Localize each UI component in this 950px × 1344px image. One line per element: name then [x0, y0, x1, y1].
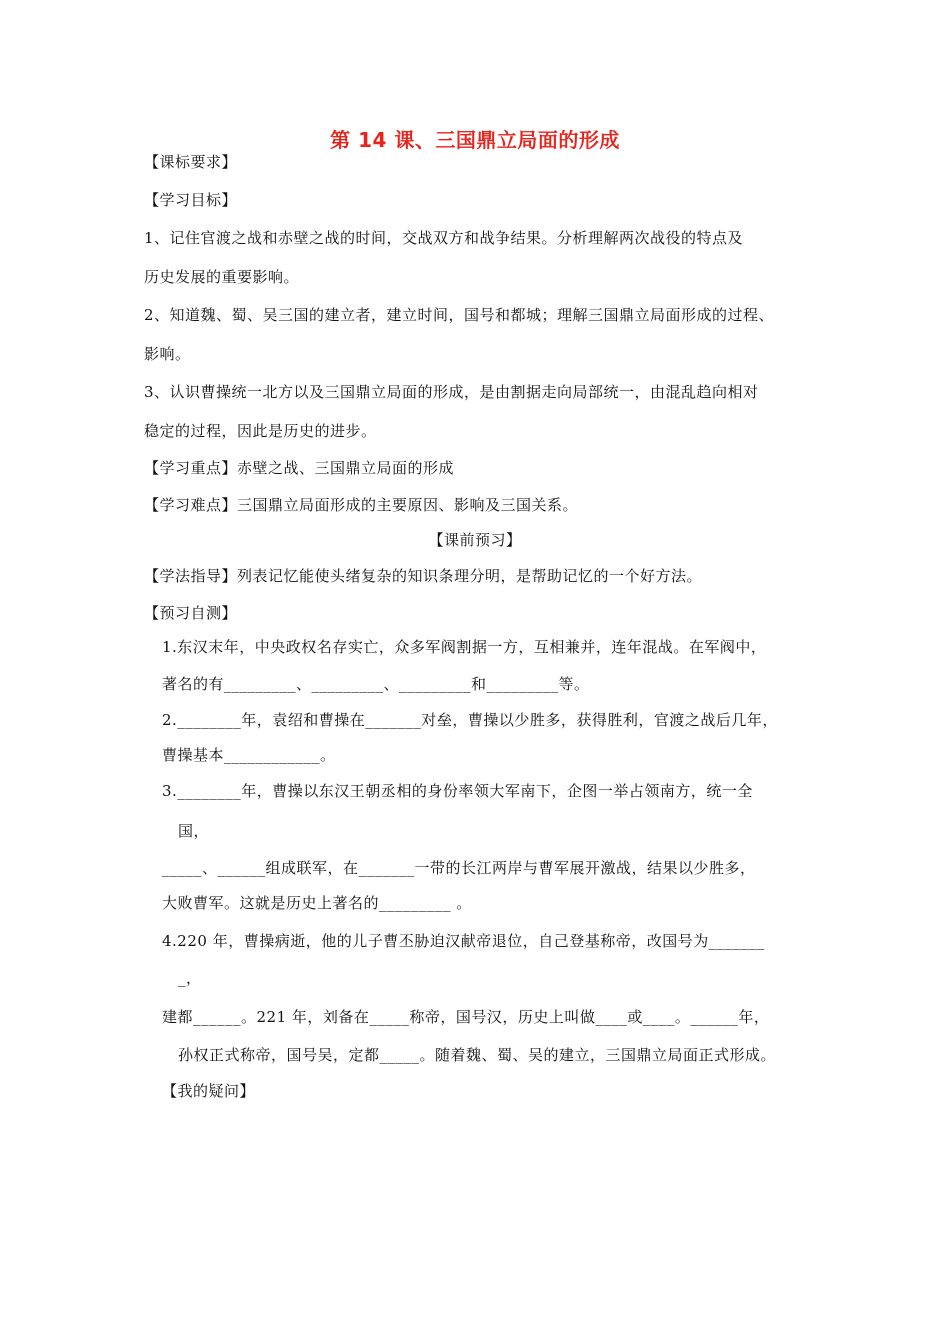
objective-2-line-2: 影响。	[144, 345, 191, 363]
heading-preview: 【课前预习】	[428, 531, 522, 549]
study-guidance: 【学法指导】列表记忆能使头绪复杂的知识条理分明，是帮助记忆的一个好方法。	[144, 567, 703, 585]
key-points: 【学习重点】赤壁之战、三国鼎立局面的形成	[144, 459, 455, 477]
question-3-line-2: 国，	[178, 822, 210, 840]
heading-self-test: 【预习自测】	[144, 604, 238, 622]
objective-1-line-2: 历史发展的重要影响。	[144, 268, 300, 286]
question-2-line-2: 曹操基本____________。	[162, 746, 336, 764]
question-1-line-2: 著名的有_________、_________、_________和_________等。	[162, 675, 590, 693]
question-4-line-3: 建都______。221 年，刘备在_____称帝，国号汉，历史上叫做____或____。______年，	[162, 1008, 770, 1026]
heading-curriculum-requirements: 【课标要求】	[144, 153, 238, 171]
heading-my-questions: 【我的疑问】	[162, 1082, 256, 1100]
question-2-line-1: 2.________年，袁绍和曹操在_______对垒，曹操以少胜多，获得胜利，官渡之战后几年，	[162, 711, 778, 729]
question-4-line-2: _，	[178, 969, 202, 987]
difficult-points: 【学习难点】三国鼎立局面形成的主要原因、影响及三国关系。	[144, 496, 579, 514]
question-1-line-1: 1.东汉末年，中央政权名存实亡，众多军阀割据一方，互相兼并，连年混战。在军阀中，	[162, 638, 767, 656]
objective-2-line-1: 2、知道魏、蜀、吴三国的建立者，建立时间，国号和都城；理解三国鼎立局面形成的过程、	[144, 306, 775, 324]
objective-3-line-2: 稳定的过程，因此是历史的进步。	[144, 422, 377, 440]
question-3-line-3: _____、______组成联军，在_______一带的长江两岸与曹军展开激战，结果以少胜多，	[162, 859, 756, 877]
question-3-line-4: 大败曹军。这就是历史上著名的_________ 。	[162, 894, 472, 912]
heading-learning-objectives: 【学习目标】	[144, 191, 238, 209]
question-4-line-4: 孙权正式称帝，国号吴，定都_____。随着魏、蜀、吴的建立，三国鼎立局面正式形成。	[178, 1046, 777, 1064]
question-3-line-1: 3.________年，曹操以东汉王朝丞相的身份率领大军南下，企图一举占领南方，统一全	[162, 782, 753, 800]
page-title: 第 14 课、三国鼎立局面的形成	[330, 128, 620, 152]
question-4-line-1: 4.220 年，曹操病逝，他的儿子曹丕胁迫汉献帝退位，自己登基称帝，改国号为_______	[162, 932, 765, 950]
objective-1-line-1: 1、记住官渡之战和赤壁之战的时间，交战双方和战争结果。分析理解两次战役的特点及	[144, 229, 744, 247]
objective-3-line-1: 3、认识曹操统一北方以及三国鼎立局面的形成，是由割据走向局部统一，由混乱趋向相对	[144, 383, 759, 401]
